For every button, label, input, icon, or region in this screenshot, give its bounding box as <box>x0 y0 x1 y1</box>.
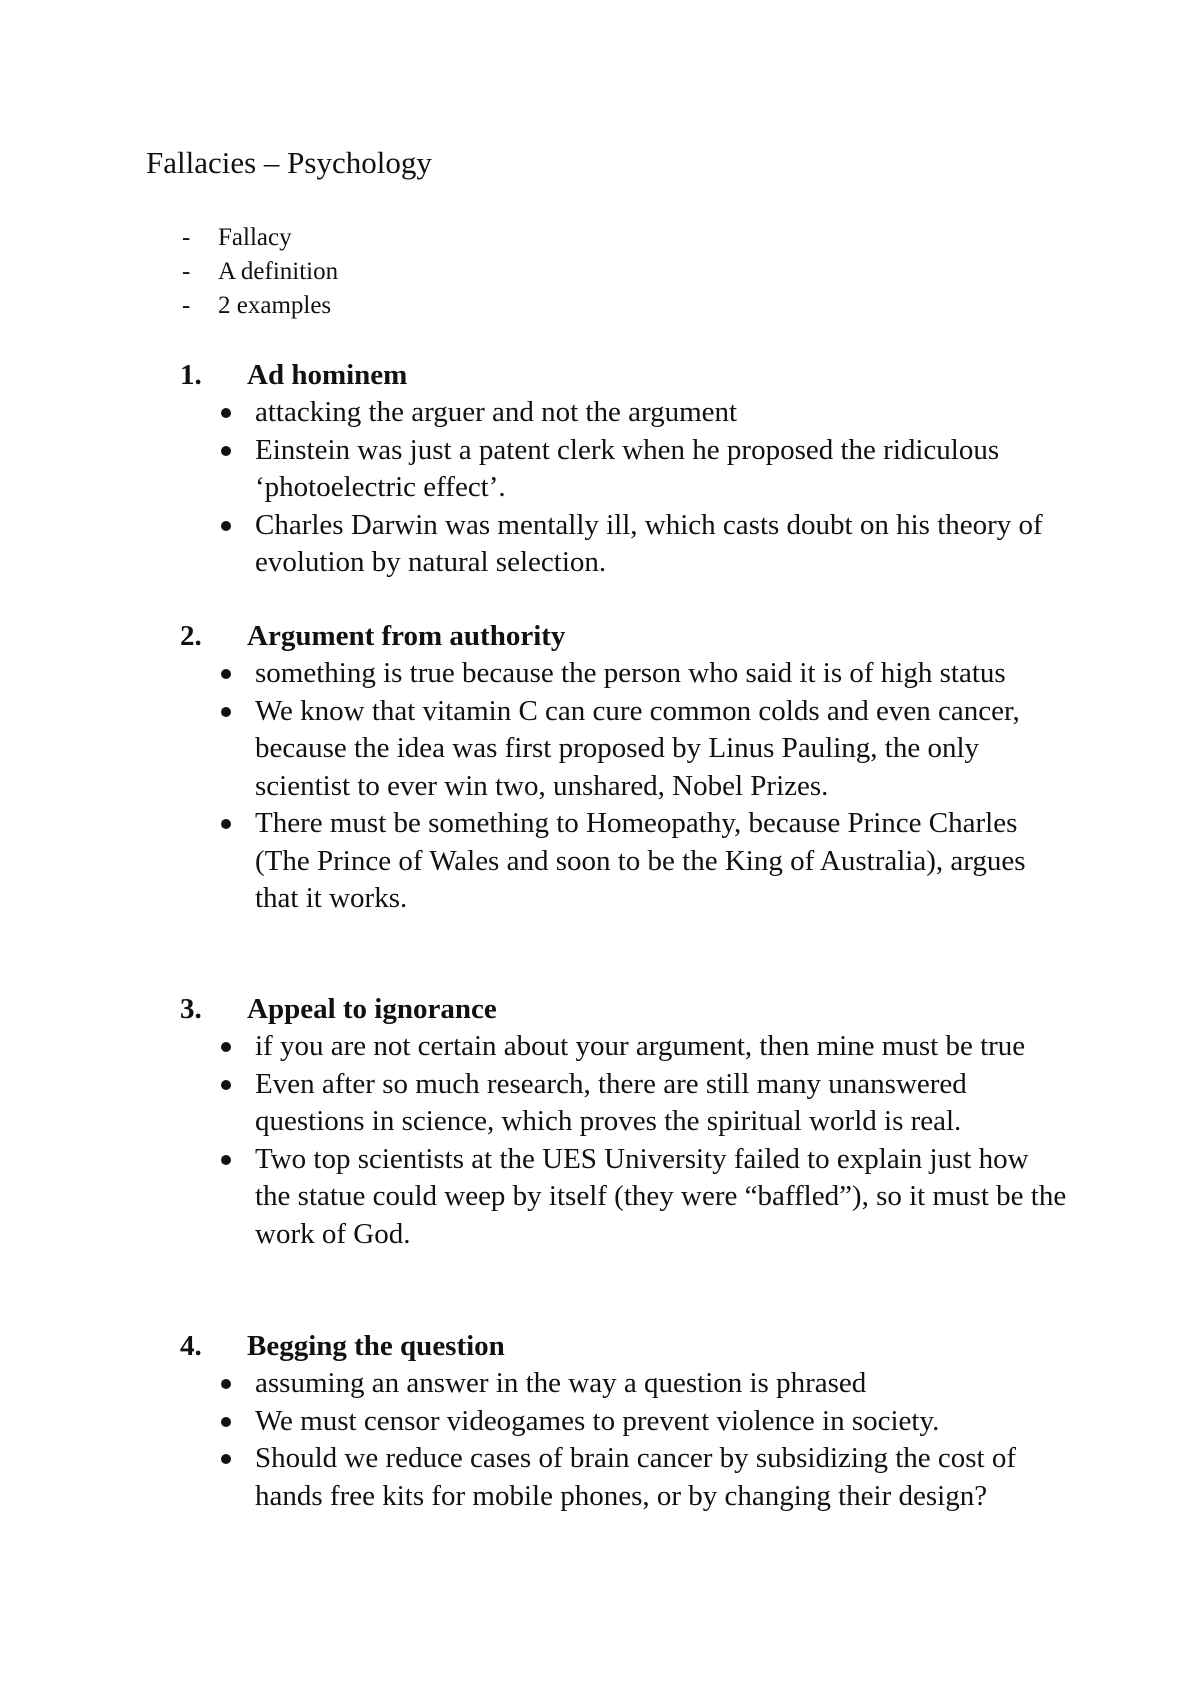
bullet-icon <box>221 521 231 531</box>
bullet-item <box>180 432 1070 507</box>
bullet-icon <box>221 1379 231 1389</box>
section-number: 1. <box>180 359 202 391</box>
bullet-text: Even after so much research, there are still many unanswered questions in science, which proves the spiritual world is real. <box>255 1067 967 1137</box>
bullet-item <box>180 1440 1070 1515</box>
bullet-item <box>180 394 1070 432</box>
section-appeal-to-ignorance <box>180 990 1080 1253</box>
bullet-list <box>180 1028 1080 1253</box>
bullet-text: assuming an answer in the way a question is phrased <box>255 1367 867 1399</box>
outline-item-text: Fallacy <box>218 224 292 251</box>
bullet-item <box>180 1028 1070 1066</box>
bullet-icon <box>221 1417 231 1427</box>
section-heading-text: Argument from authority <box>247 620 566 652</box>
outline-item <box>182 221 338 255</box>
bullet-text: Einstein was just a patent clerk when he proposed the ridiculous ‘photoelectric effect’. <box>255 433 1000 503</box>
bullet-list <box>180 655 1080 918</box>
bullet-item <box>180 1365 1070 1403</box>
bullet-icon <box>221 819 231 829</box>
outline-item-text: 2 examples <box>218 292 332 319</box>
bullet-icon <box>221 669 231 679</box>
bullet-text: We know that vitamin C can cure common colds and even cancer, because the idea was first proposed by Linus Pauling, the only scientist to ever win two, unshared, Nobel Prizes. <box>255 694 1020 802</box>
bullet-list <box>180 1365 1080 1515</box>
bullet-text: if you are not certain about your argument, then mine must be true <box>255 1030 1026 1062</box>
bullet-icon <box>221 1080 231 1090</box>
dash-marker: - <box>182 224 191 251</box>
bullet-icon <box>221 1042 231 1052</box>
section-heading <box>180 617 1080 655</box>
bullet-text: Should we reduce cases of brain cancer by subsidizing the cost of hands free kits for mobile phones, or by changing their design? <box>255 1442 1017 1512</box>
section-ad-hominem <box>180 356 1080 582</box>
bullet-icon <box>221 707 231 717</box>
bullet-item <box>180 507 1070 582</box>
bullet-text: something is true because the person who said it is of high status <box>255 657 1006 689</box>
document-title: Fallacies – Psychology <box>146 145 432 180</box>
dash-marker: - <box>182 258 191 285</box>
outline-item <box>182 255 338 289</box>
section-begging-the-question <box>180 1327 1080 1515</box>
bullet-icon <box>221 446 231 456</box>
bullet-text: attacking the arguer and not the argument <box>255 396 738 428</box>
section-number: 2. <box>180 620 202 652</box>
bullet-text: Charles Darwin was mentally ill, which casts doubt on his theory of evolution by natural selection. <box>255 508 1043 578</box>
bullet-text: There must be something to Homeopathy, because Prince Charles (The Prince of Wales and soon to be the King of Australia), argues that it works. <box>255 807 1026 914</box>
bullet-icon <box>221 408 231 418</box>
bullet-icon <box>221 1155 231 1165</box>
outline-item <box>182 289 338 323</box>
bullet-item <box>180 1403 1070 1441</box>
section-heading <box>180 990 1080 1028</box>
bullet-item <box>180 693 1070 806</box>
section-heading-text: Appeal to ignorance <box>247 993 497 1025</box>
dash-marker: - <box>182 292 191 319</box>
section-heading <box>180 356 1080 394</box>
outline-item-text: A definition <box>218 258 339 285</box>
section-number: 3. <box>180 993 202 1025</box>
section-argument-from-authority <box>180 617 1080 918</box>
outline-list <box>182 221 338 323</box>
bullet-text: We must censor videogames to prevent violence in society. <box>255 1404 940 1437</box>
bullet-item <box>180 805 1070 918</box>
section-heading <box>180 1327 1080 1365</box>
section-number: 4. <box>180 1330 202 1362</box>
bullet-list <box>180 394 1080 582</box>
bullet-item <box>180 1141 1070 1254</box>
bullet-icon <box>221 1454 231 1464</box>
section-heading-text: Begging the question <box>247 1330 505 1362</box>
bullet-text: Two top scientists at the UES University failed to explain just how the statue could weep by itself (they were “baffled”), so it must be the work of God. <box>255 1142 1067 1250</box>
section-heading-text: Ad hominem <box>247 359 408 391</box>
bullet-item <box>180 1066 1070 1141</box>
bullet-item <box>180 655 1070 693</box>
